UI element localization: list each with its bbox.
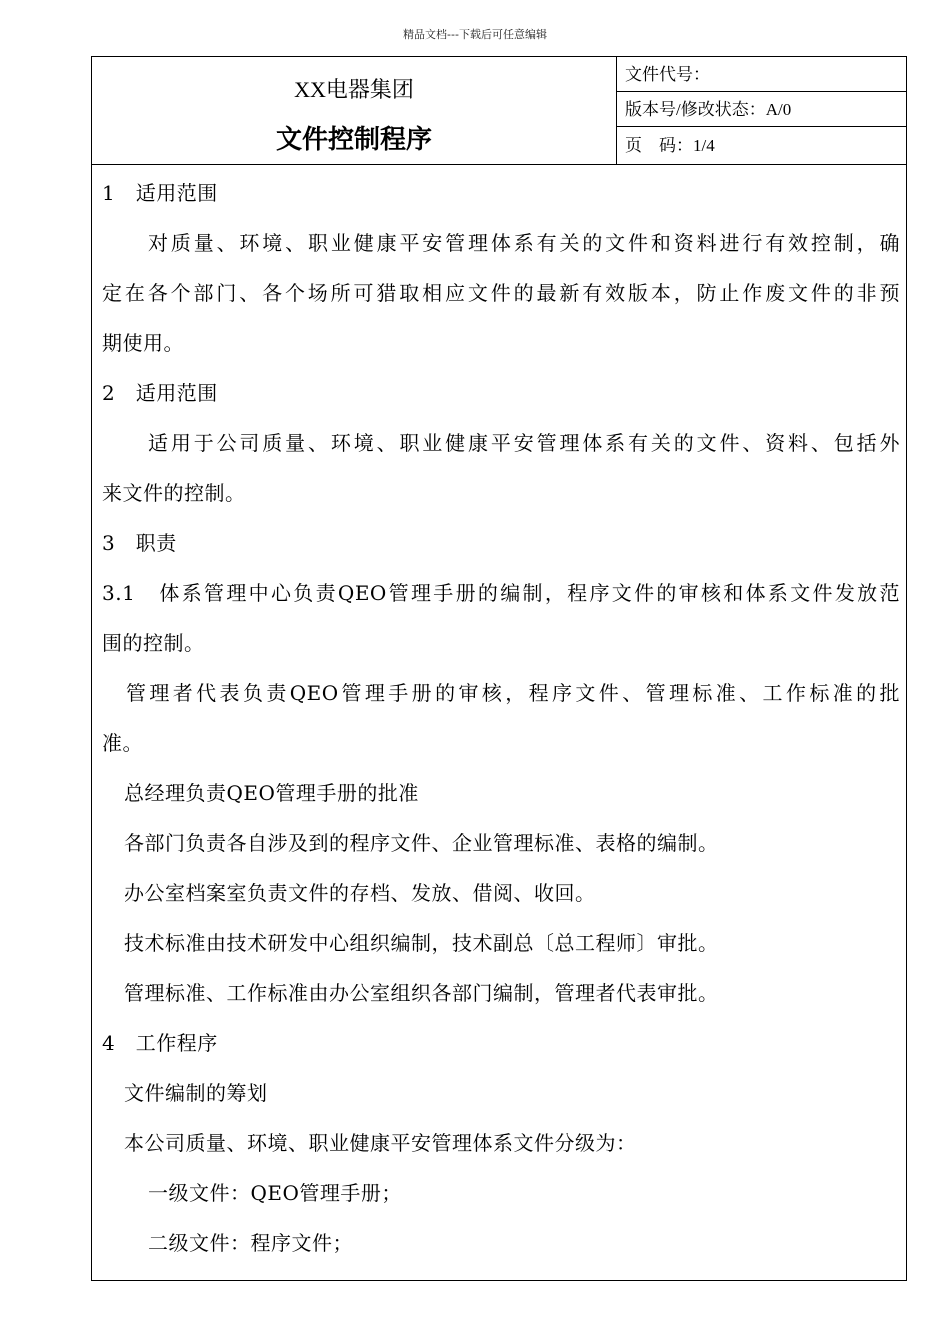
paragraph-line: 对质量、环境、职业健康平安管理体系有关的文件和资料进行有效控制，确: [148, 231, 900, 255]
paragraph-line: 技术标准由技术研发中心组织编制，技术副总〔总工程师〕审批。: [124, 931, 719, 955]
page-banner: 精品文档---下载后可任意编辑: [403, 28, 547, 41]
paragraph-line: 二级文件：程序文件；: [148, 1231, 353, 1255]
paragraph-line: 一级文件：QEO管理手册；: [148, 1181, 402, 1205]
paragraph-line: 管理标准、工作标准由办公室组织各部门编制，管理者代表审批。: [124, 981, 719, 1005]
paragraph-line: 各部门负责各自涉及到的程序文件、企业管理标准、表格的编制。: [124, 831, 719, 855]
company-name: XX电器集团: [294, 77, 414, 102]
paragraph-line: 总经理负责QEO管理手册的批准: [124, 781, 419, 805]
paragraph-line: 围的控制。: [102, 631, 205, 655]
document-header: [92, 57, 906, 165]
section-4-heading: 4 工作程序: [102, 1031, 218, 1055]
section-2-heading: 2 适用范围: [102, 381, 218, 405]
doc-code-field: 文件代号：: [617, 57, 906, 92]
paragraph-line: 文件编制的筹划: [124, 1081, 268, 1105]
paragraph-line: 来文件的控制。: [102, 481, 246, 505]
paragraph-line: 3.1 体系管理中心负责QEO管理手册的编制，程序文件的审核和体系文件发放范: [102, 581, 900, 605]
section-1-heading: 1 适用范围: [102, 181, 218, 205]
header-info-cell: [617, 57, 906, 164]
paragraph-line: 适用于公司质量、环境、职业健康平安管理体系有关的文件、资料、包括外: [148, 431, 900, 455]
version-field: 版本号/修改状态：A/0: [617, 92, 906, 127]
section-3-heading: 3 职责: [102, 531, 177, 555]
paragraph-line: 办公室档案室负责文件的存档、发放、借阅、收回。: [124, 881, 596, 905]
paragraph-line: 定在各个部门、各个场所可猎取相应文件的最新有效版本，防止作废文件的非预: [102, 281, 900, 305]
paragraph-line: 期使用。: [102, 331, 184, 355]
paragraph-line: 准。: [102, 731, 143, 755]
paragraph-line: 本公司质量、环境、职业健康平安管理体系文件分级为：: [124, 1131, 637, 1155]
document-title: 文件控制程序: [275, 125, 432, 155]
header-title-cell: [92, 57, 617, 164]
paragraph-line: 管理者代表负责QEO管理手册的审核，程序文件、管理标准、工作标准的批: [126, 681, 900, 705]
page-number-field: 页 码：1/4: [625, 136, 715, 155]
document-frame: [91, 56, 907, 1281]
